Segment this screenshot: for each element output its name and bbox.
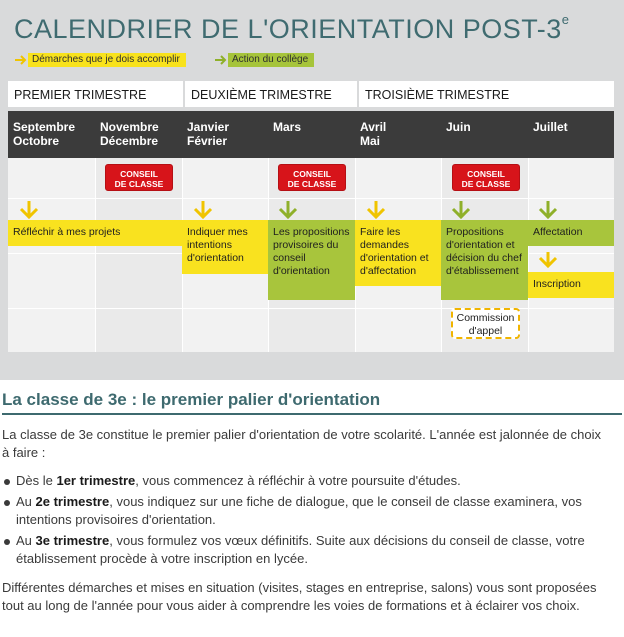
step-faire-demandes: Faire les demandes d'orientation et d'affectation	[355, 220, 441, 286]
step-inscription: Inscription	[528, 272, 614, 298]
column-divider	[95, 158, 96, 352]
conseil-de-classe-badge: CONSEIL DE CLASSE	[105, 164, 173, 191]
arrow-down-icon	[16, 200, 42, 220]
arrow-down-icon	[535, 200, 561, 220]
month-apr-may: Avril Mai	[360, 120, 387, 148]
month-jul: Juillet	[533, 120, 568, 134]
outro-paragraph: Différentes démarches et mises en situation (visites, stages en entreprise, salons) vous sont proposées tout au long de l'année pour vous aider à comprendre les voies de formations et à éclairer vos choix.	[2, 580, 597, 613]
section-divider	[2, 413, 622, 415]
months-row	[8, 111, 614, 158]
trimester-1: PREMIER TRIMESTRE	[14, 88, 147, 102]
step-reflechir: Réfléchir à mes projets	[8, 220, 182, 246]
list-item: Au 2e trimestre, vous indiquez sur une fiche de dialogue, que le conseil de classe examinera, vos intentions provisoires d'orientation.	[2, 493, 608, 529]
legend-college-actions: Action du collège	[214, 52, 314, 68]
calendar-title: CALENDRIER DE L'ORIENTATION POST-3e	[14, 12, 570, 44]
section-title: La classe de 3e : le premier palier d'orientation	[2, 390, 381, 409]
trimester-3: TROISIÈME TRIMESTRE	[357, 81, 614, 107]
arrow-down-icon	[535, 251, 561, 269]
month-mar: Mars	[273, 120, 302, 134]
commission-appel: Commission d'appel	[451, 308, 520, 339]
conseil-de-classe-badge: CONSEIL DE CLASSE	[452, 164, 520, 191]
arrow-down-icon	[448, 200, 474, 220]
grid-line	[8, 198, 614, 199]
conseil-de-classe-badge: CONSEIL DE CLASSE	[278, 164, 346, 191]
arrow-down-icon	[275, 200, 301, 220]
arrow-down-icon	[363, 200, 389, 220]
arrow-right-icon	[214, 53, 228, 67]
grid-line	[8, 308, 614, 309]
step-affectation: Affectation	[528, 220, 614, 246]
month-sep-oct: Septembre Octobre	[13, 120, 76, 148]
month-jun: Juin	[446, 120, 471, 134]
step-propositions-decision: Propositions d'orientation et décision du chef d'établissement	[441, 220, 528, 300]
trimester-bullets	[2, 472, 608, 571]
calendar-grid	[8, 158, 614, 352]
step-propositions-provisoires: Les propositions provisoires du conseil d'orientation	[268, 220, 355, 300]
column-divider	[528, 158, 529, 352]
list-item: Dès le 1er trimestre, vous commencez à réfléchir à votre poursuite d'études.	[2, 472, 608, 490]
trimester-2: DEUXIÈME TRIMESTRE	[183, 81, 357, 107]
list-item: Au 3e trimestre, vous formulez vos vœux définitifs. Suite aux décisions du conseil de classe, votre établissement procède à votre inscription en lycée.	[2, 532, 608, 568]
column	[8, 158, 95, 352]
month-jan-feb: Janvier Février	[187, 120, 230, 148]
month-nov-dec: Novembre Décembre	[100, 120, 159, 148]
intro-paragraph: La classe de 3e constitue le premier palier d'orientation de votre scolarité. L'année est jalonnée de choix à faire :	[2, 427, 601, 460]
legend-student-actions: Démarches que je dois accomplir	[14, 52, 186, 68]
trimester-row	[8, 81, 614, 107]
step-indiquer-intentions: Indiquer mes intentions d'orientation	[182, 220, 268, 274]
arrow-right-icon	[14, 53, 28, 67]
arrow-down-icon	[190, 200, 216, 220]
